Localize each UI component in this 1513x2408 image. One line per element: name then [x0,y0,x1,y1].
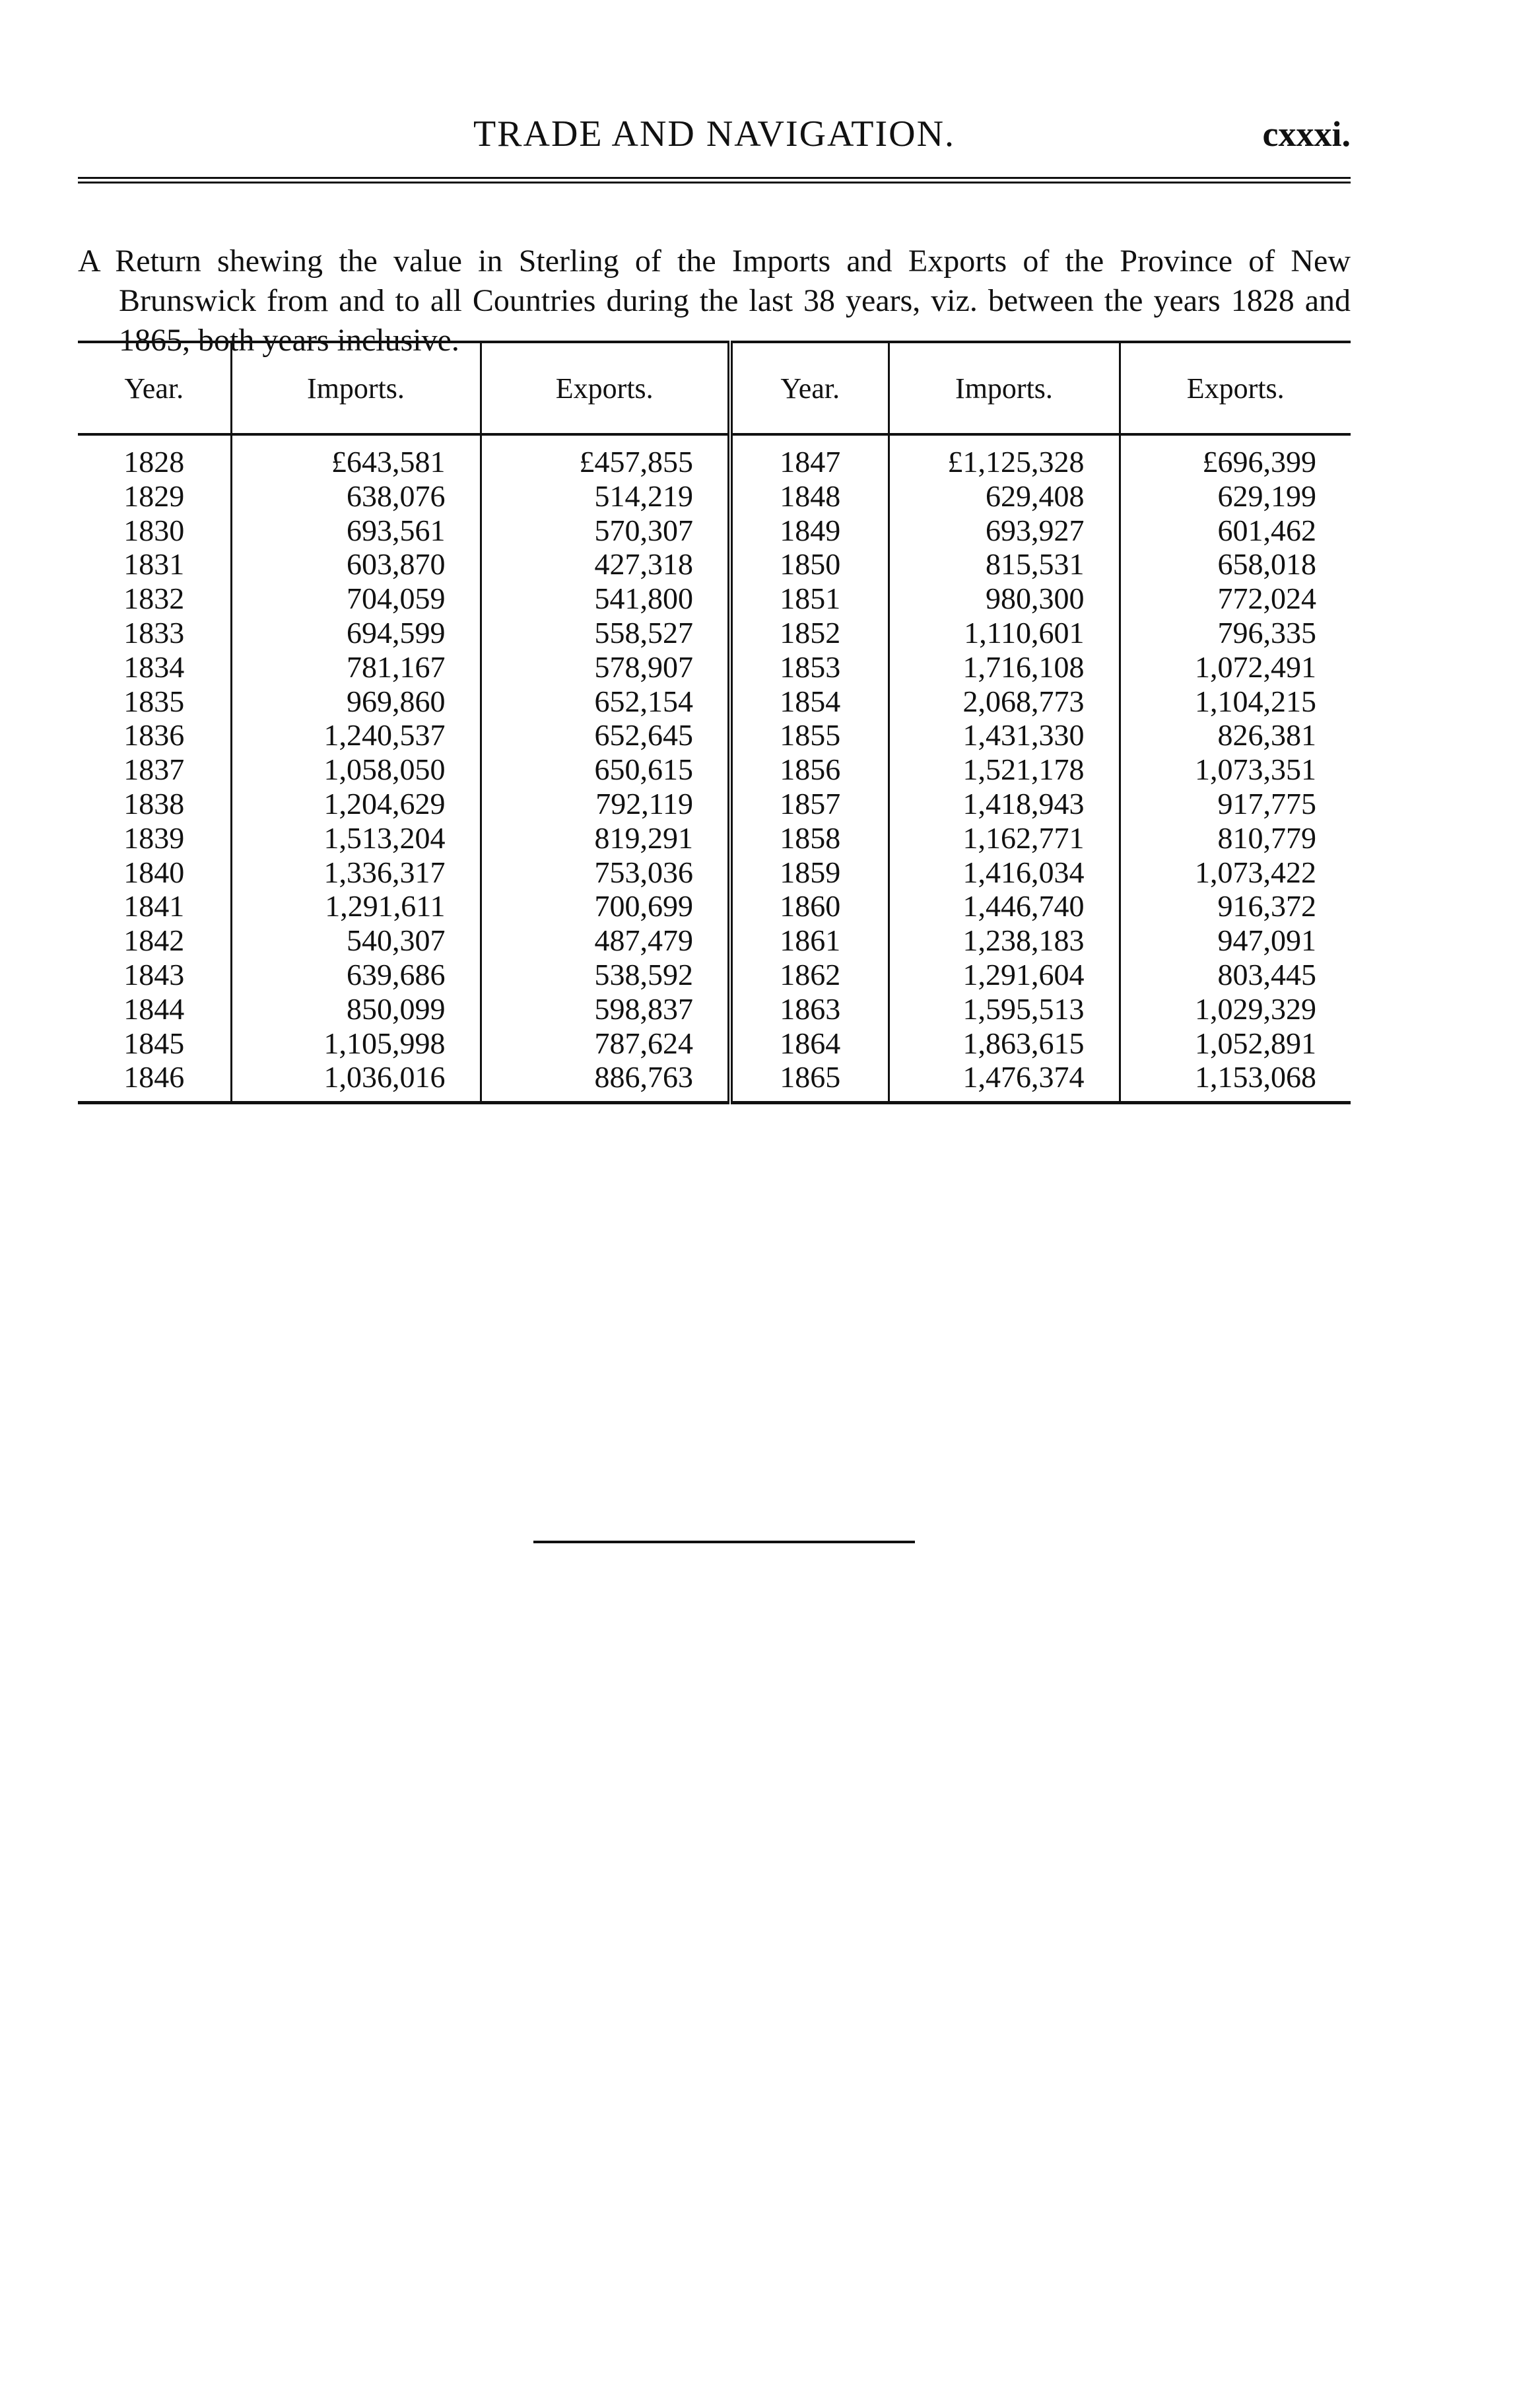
table-row [78,685,1351,719]
running-head [78,111,1351,157]
cell-imports-right: 815,531 [889,547,1120,582]
cell-imports-left: 1,240,537 [231,718,481,752]
cell-imports-left: 1,513,204 [231,821,481,855]
cell-exports-right: 1,104,215 [1195,684,1316,718]
header-year-right: Year. [730,342,889,434]
cell-imports-left: 1,336,317 [231,855,481,890]
cell-exports-left: 538,592 [481,958,730,992]
trade-table-container [78,341,1351,1104]
cell-exports-right: 601,462 [1217,513,1316,547]
cell-imports-right: 1,110,601 [889,616,1120,650]
cell-imports-left: 781,167 [231,650,481,685]
cell-imports-left: 1,058,050 [231,752,481,787]
cell-year-left: 1833 [78,616,231,650]
cell-exports-left: 700,699 [481,889,730,923]
table-row [78,616,1351,650]
cell-year-left: 1841 [78,889,231,923]
table-row [78,1026,1351,1061]
cell-imports-right: 2,068,773 [889,685,1120,719]
cell-exports-left: 514,219 [481,479,730,514]
cell-imports-right: 1,418,943 [889,787,1120,821]
cell-imports-left: 540,307 [231,923,481,958]
page-number: cxxxi. [1262,114,1351,154]
cell-year-right: 1859 [730,855,889,890]
cell-imports-right: 629,408 [889,479,1120,514]
cell-imports-right: 1,446,740 [889,889,1120,923]
cell-imports-left: 638,076 [231,479,481,514]
cell-exports-left: 541,800 [481,582,730,616]
cell-imports-right: 1,291,604 [889,958,1120,992]
table-row [78,958,1351,992]
cell-imports-right: 1,595,513 [889,992,1120,1026]
cell-exports-right: 658,018 [1217,547,1316,582]
cell-year-right: 1848 [730,479,889,514]
table-row [78,992,1351,1026]
cell-exports-right: 1,052,891 [1195,1026,1316,1060]
cell-exports-left: 652,645 [481,718,730,752]
cell-year-left: 1845 [78,1026,231,1061]
cell-exports-left: 487,479 [481,923,730,958]
cell-exports-left: 598,837 [481,992,730,1026]
cell-year-right: 1849 [730,514,889,548]
cell-year-right: 1856 [730,752,889,787]
cell-year-right: 1861 [730,923,889,958]
table-row [78,582,1351,616]
table-header-row [78,342,1351,434]
cell-exports-left: 570,307 [481,514,730,548]
trade-table [78,341,1351,1104]
table-row [78,547,1351,582]
cell-year-left: 1846 [78,1060,231,1102]
cell-year-right: 1854 [730,685,889,719]
cell-exports-right: 1,153,068 [1195,1060,1316,1094]
cell-year-left: 1829 [78,479,231,514]
cell-exports-left: 787,624 [481,1026,730,1061]
cell-year-right: 1862 [730,958,889,992]
cell-imports-left: 694,599 [231,616,481,650]
cell-year-right: 1850 [730,547,889,582]
cell-exports-left: 427,318 [481,547,730,582]
cell-year-left: 1835 [78,685,231,719]
table-row [78,1060,1351,1102]
table-row [78,434,1351,479]
cell-year-right: 1863 [730,992,889,1026]
cell-exports-right: 947,091 [1217,923,1316,958]
cell-year-right: 1847 [730,434,889,479]
cell-imports-right: 1,863,615 [889,1026,1120,1061]
table-row [78,923,1351,958]
cell-imports-right: £1,125,328 [889,434,1120,479]
table-row [78,650,1351,685]
table-row [78,787,1351,821]
cell-exports-right: 810,779 [1217,820,1316,855]
cell-year-right: 1851 [730,582,889,616]
cell-imports-left: 693,561 [231,514,481,548]
cell-year-right: 1860 [730,889,889,923]
header-exports-right: Exports. [1120,342,1351,434]
cell-exports-right: 826,381 [1217,718,1316,752]
cell-exports-left: 558,527 [481,616,730,650]
cell-year-left: 1831 [78,547,231,582]
cell-exports-left: 652,154 [481,685,730,719]
table-row [78,821,1351,855]
header-year-left: Year. [78,342,231,434]
table-body [78,434,1351,1103]
cell-year-left: 1832 [78,582,231,616]
cell-year-left: 1838 [78,787,231,821]
cell-exports-right: 917,775 [1217,786,1316,820]
cell-exports-right: 1,073,422 [1195,855,1316,889]
header-double-rule [78,177,1351,184]
cell-year-right: 1853 [730,650,889,685]
cell-imports-left: 850,099 [231,992,481,1026]
table-caption: A Return shewing the value in Sterling of the Imports and Exports of the Province of New Brunswick from and to all Countries during the last 38 years, viz. between the years 1828 and 1865, both years inclusive. [78,244,1351,358]
cell-exports-left: 792,119 [481,787,730,821]
cell-imports-left: 603,870 [231,547,481,582]
cell-imports-right: 693,927 [889,514,1120,548]
cell-imports-left: 704,059 [231,582,481,616]
cell-year-right: 1855 [730,718,889,752]
table-row [78,889,1351,923]
cell-exports-right: £696,399 [1202,445,1316,479]
cell-imports-right: 980,300 [889,582,1120,616]
cell-year-right: 1864 [730,1026,889,1061]
cell-exports-right: 796,335 [1217,615,1316,650]
cell-year-left: 1842 [78,923,231,958]
cell-year-left: 1844 [78,992,231,1026]
cell-imports-right: 1,416,034 [889,855,1120,890]
cell-exports-left: £457,855 [481,434,730,479]
cell-imports-left: 969,860 [231,685,481,719]
cell-year-left: 1830 [78,514,231,548]
cell-imports-left: 1,204,629 [231,787,481,821]
closing-rule [533,1541,915,1543]
table-row [78,752,1351,787]
header-exports-left: Exports. [481,342,730,434]
table-row [78,514,1351,548]
cell-year-right: 1857 [730,787,889,821]
cell-year-right: 1852 [730,616,889,650]
cell-imports-left: £643,581 [231,434,481,479]
cell-year-right: 1865 [730,1060,889,1102]
cell-year-left: 1839 [78,821,231,855]
cell-exports-right: 1,072,491 [1195,650,1316,684]
cell-exports-right: 772,024 [1217,582,1316,616]
cell-exports-right: 803,445 [1217,957,1316,991]
cell-year-left: 1836 [78,718,231,752]
cell-imports-left: 1,291,611 [231,889,481,923]
cell-imports-right: 1,238,183 [889,923,1120,958]
page-title: TRADE AND NAVIGATION. [473,114,956,154]
cell-exports-right: 1,029,329 [1195,991,1316,1026]
cell-exports-left: 819,291 [481,821,730,855]
cell-imports-right: 1,431,330 [889,718,1120,752]
table-row [78,718,1351,752]
table-row [78,479,1351,514]
cell-year-left: 1837 [78,752,231,787]
cell-exports-right: 629,199 [1217,479,1316,513]
cell-imports-right: 1,521,178 [889,752,1120,787]
cell-imports-right: 1,476,374 [889,1060,1120,1102]
table-row [78,855,1351,890]
cell-imports-left: 1,036,016 [231,1060,481,1102]
cell-exports-left: 650,615 [481,752,730,787]
cell-year-left: 1828 [78,434,231,479]
cell-year-left: 1840 [78,855,231,890]
cell-exports-right: 1,073,351 [1195,752,1316,787]
cell-year-left: 1834 [78,650,231,685]
cell-exports-right: 916,372 [1217,889,1316,923]
cell-imports-left: 639,686 [231,958,481,992]
cell-exports-left: 753,036 [481,855,730,890]
cell-imports-right: 1,716,108 [889,650,1120,685]
header-imports-left: Imports. [231,342,481,434]
cell-year-left: 1843 [78,958,231,992]
cell-imports-left: 1,105,998 [231,1026,481,1061]
cell-imports-right: 1,162,771 [889,821,1120,855]
cell-year-right: 1858 [730,821,889,855]
header-imports-right: Imports. [889,342,1120,434]
cell-exports-left: 886,763 [481,1060,730,1102]
cell-exports-left: 578,907 [481,650,730,685]
